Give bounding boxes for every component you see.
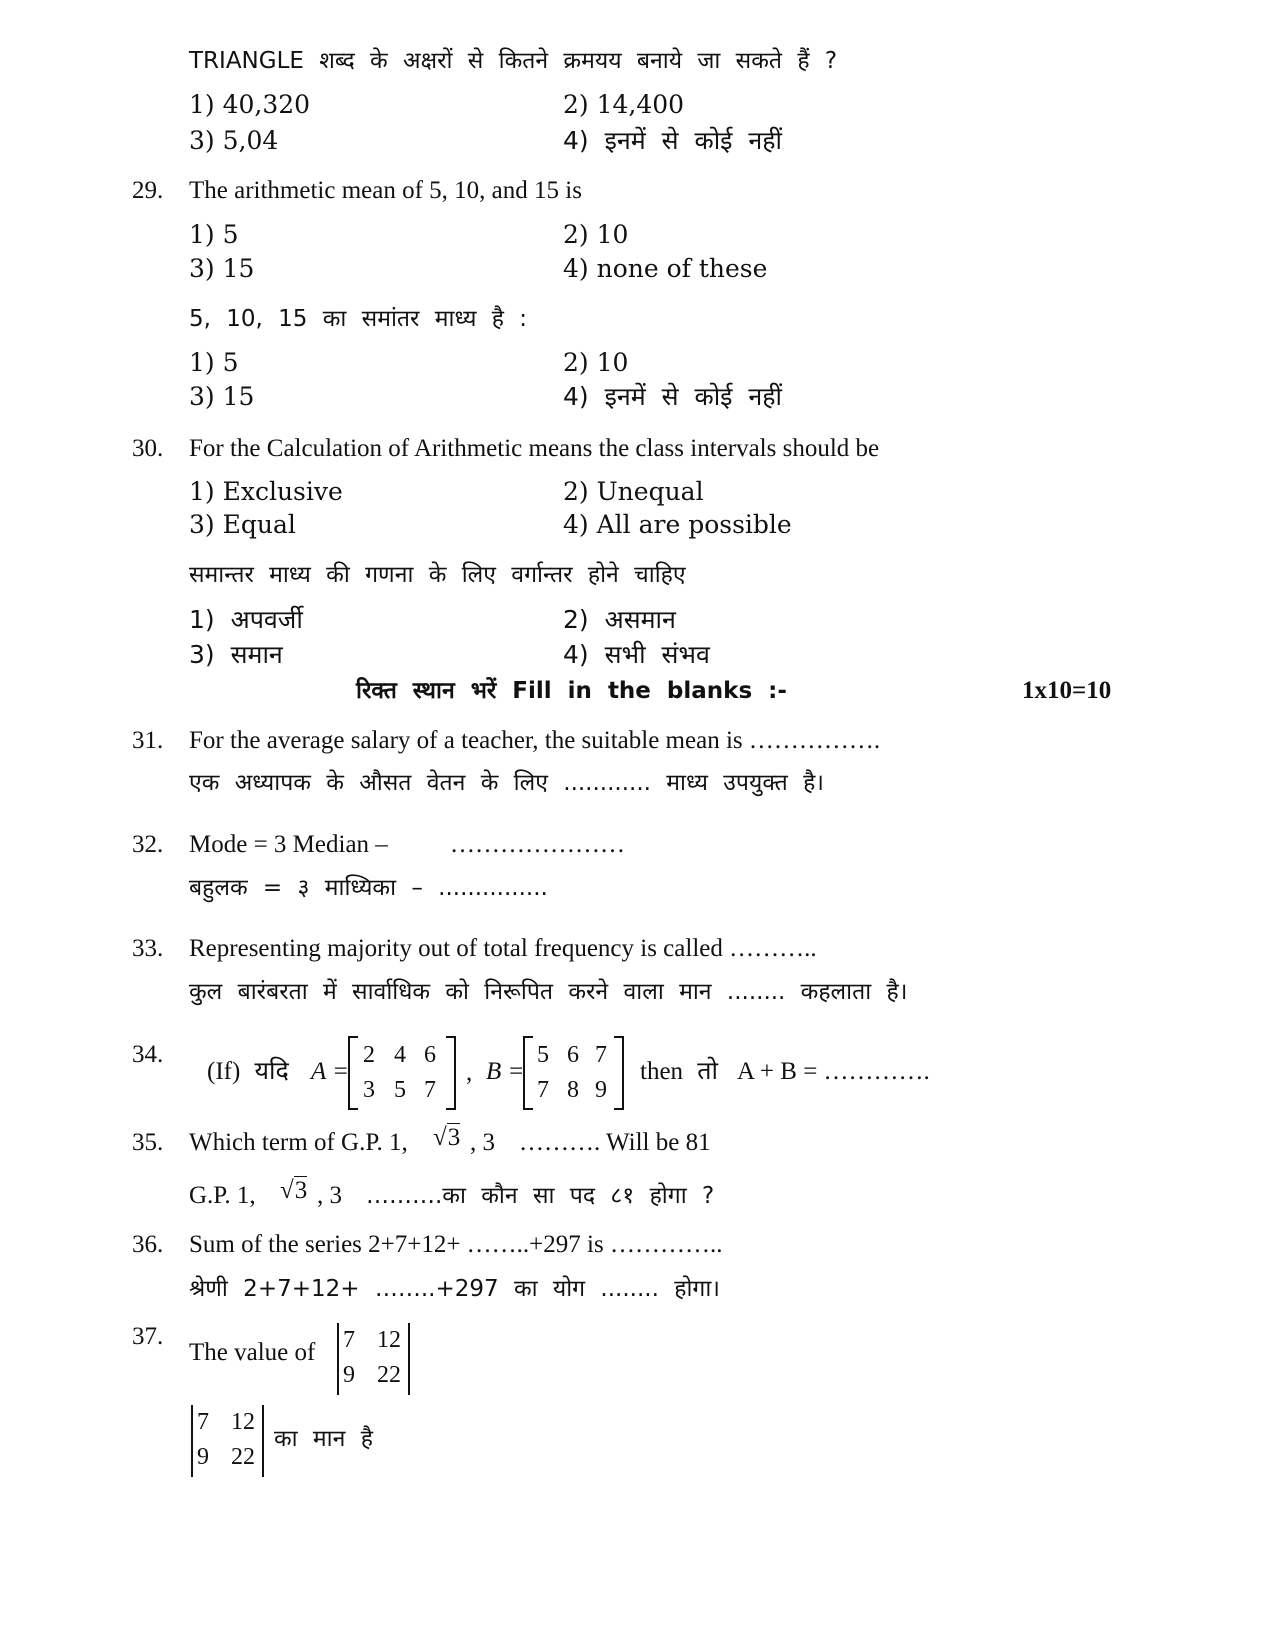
- q28-option-3: 3) 5,04: [189, 126, 279, 155]
- matrix-b-cell: 6: [567, 1042, 579, 1068]
- q36-number: 36.: [132, 1231, 164, 1258]
- q29-option-1-hi: 1) 5: [189, 348, 239, 377]
- q35-text-en-mid: , 3: [470, 1129, 495, 1156]
- q30-option-1-en: 1) Exclusive: [189, 477, 343, 506]
- det-cell: 9: [197, 1444, 209, 1470]
- q29-option-1-en: 1) 5: [189, 220, 239, 249]
- det-cell: 7: [197, 1409, 209, 1435]
- det-cell: 12: [377, 1327, 401, 1353]
- q35-text-en-pre: Which term of G.P. 1,: [189, 1129, 408, 1156]
- q32-text-hi: बहुलक = ३ माध्यिका – ...............: [189, 875, 548, 901]
- radicand: 3: [447, 1124, 461, 1151]
- det-cell: 9: [343, 1362, 355, 1388]
- q33-text-en: Representing majority out of total frequency is called ………..: [189, 935, 817, 962]
- q36-text-hi: श्रेणी 2+7+12+ ……..+297 का योग ........ होगा।: [189, 1276, 721, 1302]
- section-marks: 1x10=10: [1022, 677, 1112, 704]
- q31-text-hi: एक अध्यापक के औसत वेतन के लिए ............ माध्य उपयुक्त है।: [189, 770, 824, 796]
- q35-text-hi-mid: , 3: [317, 1182, 342, 1209]
- q30-number: 30.: [132, 435, 164, 462]
- q31-number: 31.: [132, 727, 164, 754]
- q29-option-4-hi: 4) इनमें से कोई नहीं: [563, 382, 783, 411]
- q34-tail: A + B = ………….: [737, 1058, 930, 1085]
- q34-b-label: B =: [486, 1058, 525, 1085]
- q36-text-en: Sum of the series 2+7+12+ ……..+297 is …………..: [189, 1231, 723, 1258]
- q29-number: 29.: [132, 177, 164, 204]
- q29-question-en: The arithmetic mean of 5, 10, and 15 is: [189, 177, 582, 204]
- determinant-en: [337, 1323, 410, 1395]
- q28-question-hi: TRIANGLE शब्द के अक्षरों से कितने क्रमयय बनाये जा सकते हैं ?: [189, 48, 838, 74]
- matrix-b: [525, 1036, 622, 1110]
- q28-option-2: 2) 14,400: [563, 90, 685, 119]
- q29-option-4-en: 4) none of these: [563, 254, 768, 283]
- radicand: 3: [294, 1177, 308, 1204]
- q35-text-hi-pre: G.P. 1,: [189, 1182, 256, 1209]
- q34-then: then तो: [640, 1058, 719, 1085]
- q34-number: 34.: [132, 1041, 164, 1068]
- q28-option-4: 4) इनमें से कोई नहीं: [563, 126, 783, 155]
- q30-option-4-hi: 4) सभी संभव: [563, 640, 710, 669]
- q32-number: 32.: [132, 831, 164, 858]
- q28-option-1: 1) 40,320: [189, 90, 311, 119]
- matrix-b-cell: 9: [595, 1077, 607, 1103]
- q35-text-en-post: ………. Will be 81: [519, 1129, 711, 1156]
- q29-option-3-en: 3) 15: [189, 254, 255, 283]
- q34-a-label: A =: [311, 1058, 349, 1085]
- q35-number: 35.: [132, 1129, 164, 1156]
- matrix-b-cell: 8: [567, 1077, 579, 1103]
- q33-text-hi: कुल बारंबरता में सार्वाधिक को निरूपित करने वाला मान ........ कहलाता है।: [189, 979, 908, 1005]
- q37-text-hi: का मान है: [274, 1426, 373, 1452]
- q37-number: 37.: [132, 1323, 164, 1350]
- det-cell: 22: [231, 1444, 255, 1470]
- sqrt-3-en: √3: [433, 1124, 461, 1151]
- det-cell: 7: [343, 1327, 355, 1353]
- section-heading: रिक्त स्थान भरें Fill in the blanks :-: [356, 678, 787, 704]
- q30-question-hi: समान्तर माध्य की गणना के लिए वर्गान्तर होने चाहिए: [189, 562, 686, 588]
- matrix-a-cell: 2: [363, 1042, 375, 1068]
- q35-text-hi-post: ……….का कौन सा पद ८१ होगा ?: [366, 1183, 715, 1209]
- q37-text-en: The value of: [189, 1339, 316, 1366]
- q34-prefix: (If) यदि: [207, 1058, 289, 1085]
- q29-option-3-hi: 3) 15: [189, 382, 255, 411]
- q30-question-en: For the Calculation of Arithmetic means the class intervals should be: [189, 435, 880, 462]
- determinant-hi: [191, 1405, 264, 1477]
- q29-question-hi: 5, 10, 15 का समांतर माध्य है :: [189, 306, 528, 332]
- q30-option-3-en: 3) Equal: [189, 510, 296, 539]
- matrix-a-cell: 7: [424, 1077, 436, 1103]
- q32-blank-en: …………………: [450, 831, 625, 858]
- sqrt-3-hi: √3: [280, 1177, 308, 1204]
- q30-option-2-hi: 2) असमान: [563, 605, 676, 634]
- q29-option-2-en: 2) 10: [563, 220, 629, 249]
- matrix-a-cell: 5: [394, 1077, 406, 1103]
- matrix-a-cell: 3: [363, 1077, 375, 1103]
- matrix-b-cell: 5: [537, 1042, 549, 1068]
- q33-number: 33.: [132, 935, 164, 962]
- q30-option-2-en: 2) Unequal: [563, 477, 704, 506]
- det-cell: 22: [377, 1362, 401, 1388]
- det-cell: 12: [231, 1409, 255, 1435]
- matrix-a-cell: 6: [424, 1042, 436, 1068]
- matrix-a-cell: 4: [394, 1042, 406, 1068]
- q31-text-en: For the average salary of a teacher, the suitable mean is …………….: [189, 727, 881, 754]
- q30-option-1-hi: 1) अपवर्जी: [189, 605, 303, 634]
- q30-option-4-en: 4) All are possible: [563, 510, 792, 539]
- matrix-b-cell: 7: [595, 1042, 607, 1068]
- matrix-a: [350, 1036, 454, 1110]
- q32-text-en: Mode = 3 Median –: [189, 831, 388, 858]
- q29-option-2-hi: 2) 10: [563, 348, 629, 377]
- q34-comma: ,: [466, 1059, 473, 1086]
- q30-option-3-hi: 3) समान: [189, 640, 283, 669]
- matrix-b-cell: 7: [537, 1077, 549, 1103]
